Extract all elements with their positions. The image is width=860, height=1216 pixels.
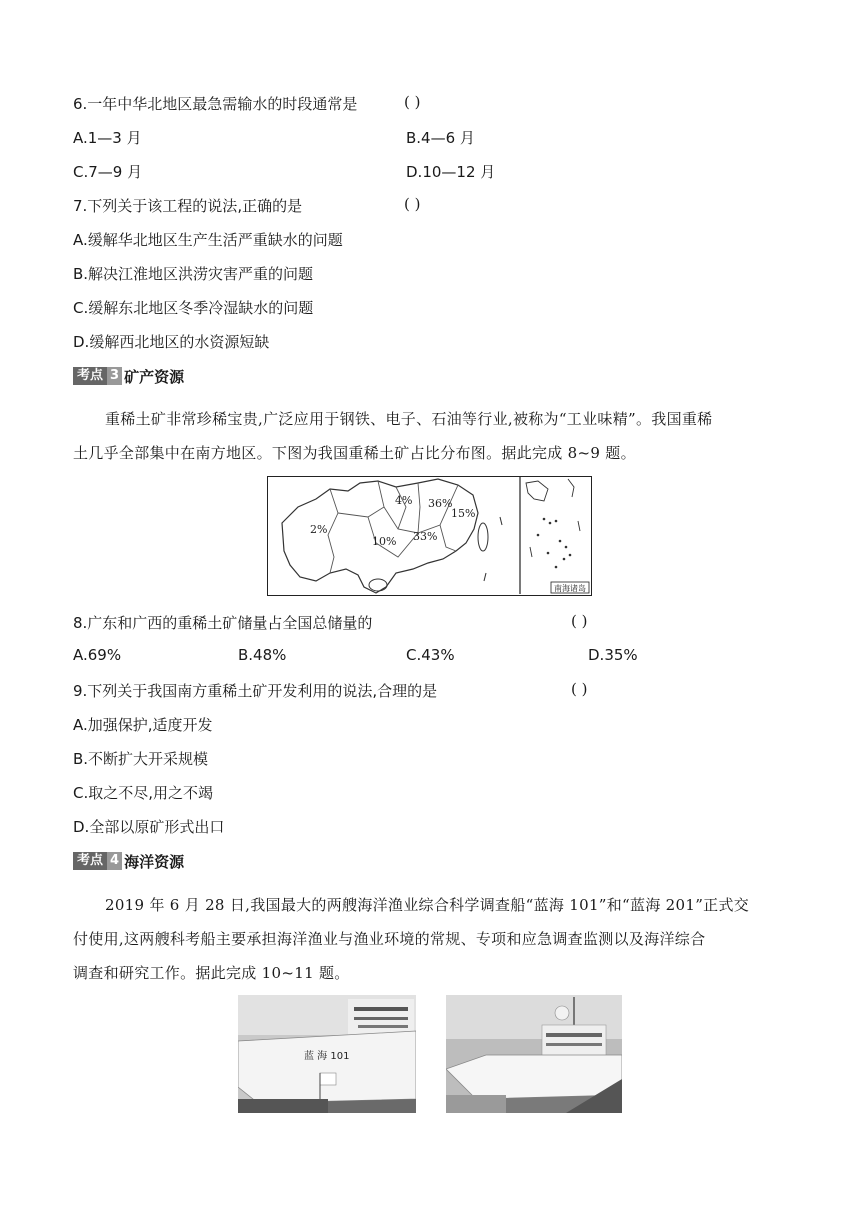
q9-option-c: C.取之不尽,用之不竭 bbox=[73, 784, 214, 802]
map-label-33pct: 33% bbox=[413, 530, 438, 543]
boundary-dash bbox=[500, 517, 502, 525]
q6-option-b: B.4—6 月 bbox=[406, 129, 475, 147]
q8-blank: ( ) bbox=[571, 612, 588, 630]
inset-island bbox=[555, 566, 558, 569]
passage3-line1: 重稀土矿非常珍稀宝贵,广泛应用于钢铁、电子、石油等行业,被称为“工业味精”。我国重稀 bbox=[105, 410, 713, 428]
boundary-line bbox=[328, 489, 338, 573]
q7-option-a: A.缓解华北地区生产生活严重缺水的问题 bbox=[73, 231, 343, 249]
ship1-name: 蓝 海 101 bbox=[304, 1051, 350, 1062]
section4-badge: 考点 bbox=[73, 852, 107, 870]
q8-option-a: A.69% bbox=[73, 646, 122, 664]
passage4-line1: 2019 年 6 月 28 日,我国最大的两艘海洋渔业综合科学调查船“蓝海 101”和“蓝海 201”正式交 bbox=[105, 896, 750, 914]
q7-option-b: B.解决江淮地区洪涝灾害严重的问题 bbox=[73, 265, 314, 283]
ship-photo-lanhai-101 bbox=[238, 995, 416, 1113]
inset-label: 南海诸岛 bbox=[554, 584, 586, 593]
inset-island bbox=[543, 518, 546, 521]
passage4-line3: 调查和研究工作。据此完成 10~11 题。 bbox=[73, 964, 350, 982]
inset-island bbox=[547, 552, 550, 555]
inset-island bbox=[563, 558, 566, 561]
q6-stem: 6.一年中华北地区最急需输水的时段通常是 bbox=[73, 95, 358, 113]
passage3-line2: 土几乎全部集中在南方地区。下图为我国重稀土矿占比分布图。据此完成 8~9 题。 bbox=[73, 444, 636, 462]
inset-island bbox=[569, 554, 572, 557]
inset-island bbox=[537, 534, 540, 537]
map-label-4pct: 4% bbox=[395, 494, 413, 507]
q8-stem: 8.广东和广西的重稀土矿储量占全国总储量的 bbox=[73, 614, 373, 632]
inset-coast bbox=[526, 481, 548, 501]
map-label-15pct: 15% bbox=[451, 507, 476, 520]
ship-photo-2-svg bbox=[446, 995, 622, 1113]
inset-dash bbox=[578, 521, 580, 531]
section4-title: 海洋资源 bbox=[124, 852, 185, 871]
q8-option-b: B.48% bbox=[238, 646, 287, 664]
q7-blank: ( ) bbox=[404, 195, 421, 213]
inset-island bbox=[559, 540, 562, 543]
boundary-line bbox=[338, 507, 384, 517]
rare-earth-map bbox=[267, 476, 592, 596]
section4-number: 4 bbox=[107, 852, 122, 870]
passage4-line2: 付使用,这两艘科考船主要承担海洋渔业与渔业环境的常规、专项和应急调查监测以及海洋综合 bbox=[73, 930, 706, 948]
inset-dash bbox=[530, 547, 532, 557]
map-label-10pct: 10% bbox=[372, 535, 397, 548]
q6-blank: ( ) bbox=[404, 93, 421, 111]
map-label-2pct: 2% bbox=[310, 523, 328, 536]
q7-option-d: D.缓解西北地区的水资源短缺 bbox=[73, 333, 270, 351]
q6-option-a: A.1—3 月 bbox=[73, 129, 142, 147]
q7-stem: 7.下列关于该工程的说法,正确的是 bbox=[73, 197, 303, 215]
inset-island bbox=[555, 520, 558, 523]
boundary-dash bbox=[484, 573, 486, 581]
inset-island bbox=[565, 546, 568, 549]
section3-badge: 考点 bbox=[73, 367, 107, 385]
q9-option-d: D.全部以原矿形式出口 bbox=[73, 818, 225, 836]
section3-heading bbox=[73, 366, 184, 386]
q9-blank: ( ) bbox=[571, 680, 588, 698]
section3-number: 3 bbox=[107, 367, 122, 385]
q8-option-d: D.35% bbox=[588, 646, 638, 664]
rare-earth-map-svg bbox=[268, 477, 590, 594]
ship-photo-lanhai-201 bbox=[446, 995, 622, 1113]
boundary-line bbox=[440, 525, 456, 551]
inset-island bbox=[549, 522, 552, 525]
section3-title: 矿产资源 bbox=[124, 367, 185, 386]
taiwan-island bbox=[478, 523, 488, 551]
q9-option-b: B.不断扩大开采规模 bbox=[73, 750, 209, 768]
inset-coast bbox=[568, 479, 574, 497]
q8-option-c: C.43% bbox=[406, 646, 455, 664]
q9-option-a: A.加强保护,适度开发 bbox=[73, 716, 213, 734]
q9-stem: 9.下列关于我国南方重稀土矿开发利用的说法,合理的是 bbox=[73, 682, 438, 700]
hainan-island bbox=[369, 579, 387, 591]
map-label-36pct: 36% bbox=[428, 497, 453, 510]
ship-photo-1-svg bbox=[238, 995, 416, 1113]
q6-option-d: D.10—12 月 bbox=[406, 163, 496, 181]
q7-option-c: C.缓解东北地区冬季冷湿缺水的问题 bbox=[73, 299, 314, 317]
boundary-line bbox=[418, 483, 420, 533]
section4-heading bbox=[73, 851, 184, 871]
q6-option-c: C.7—9 月 bbox=[73, 163, 143, 181]
